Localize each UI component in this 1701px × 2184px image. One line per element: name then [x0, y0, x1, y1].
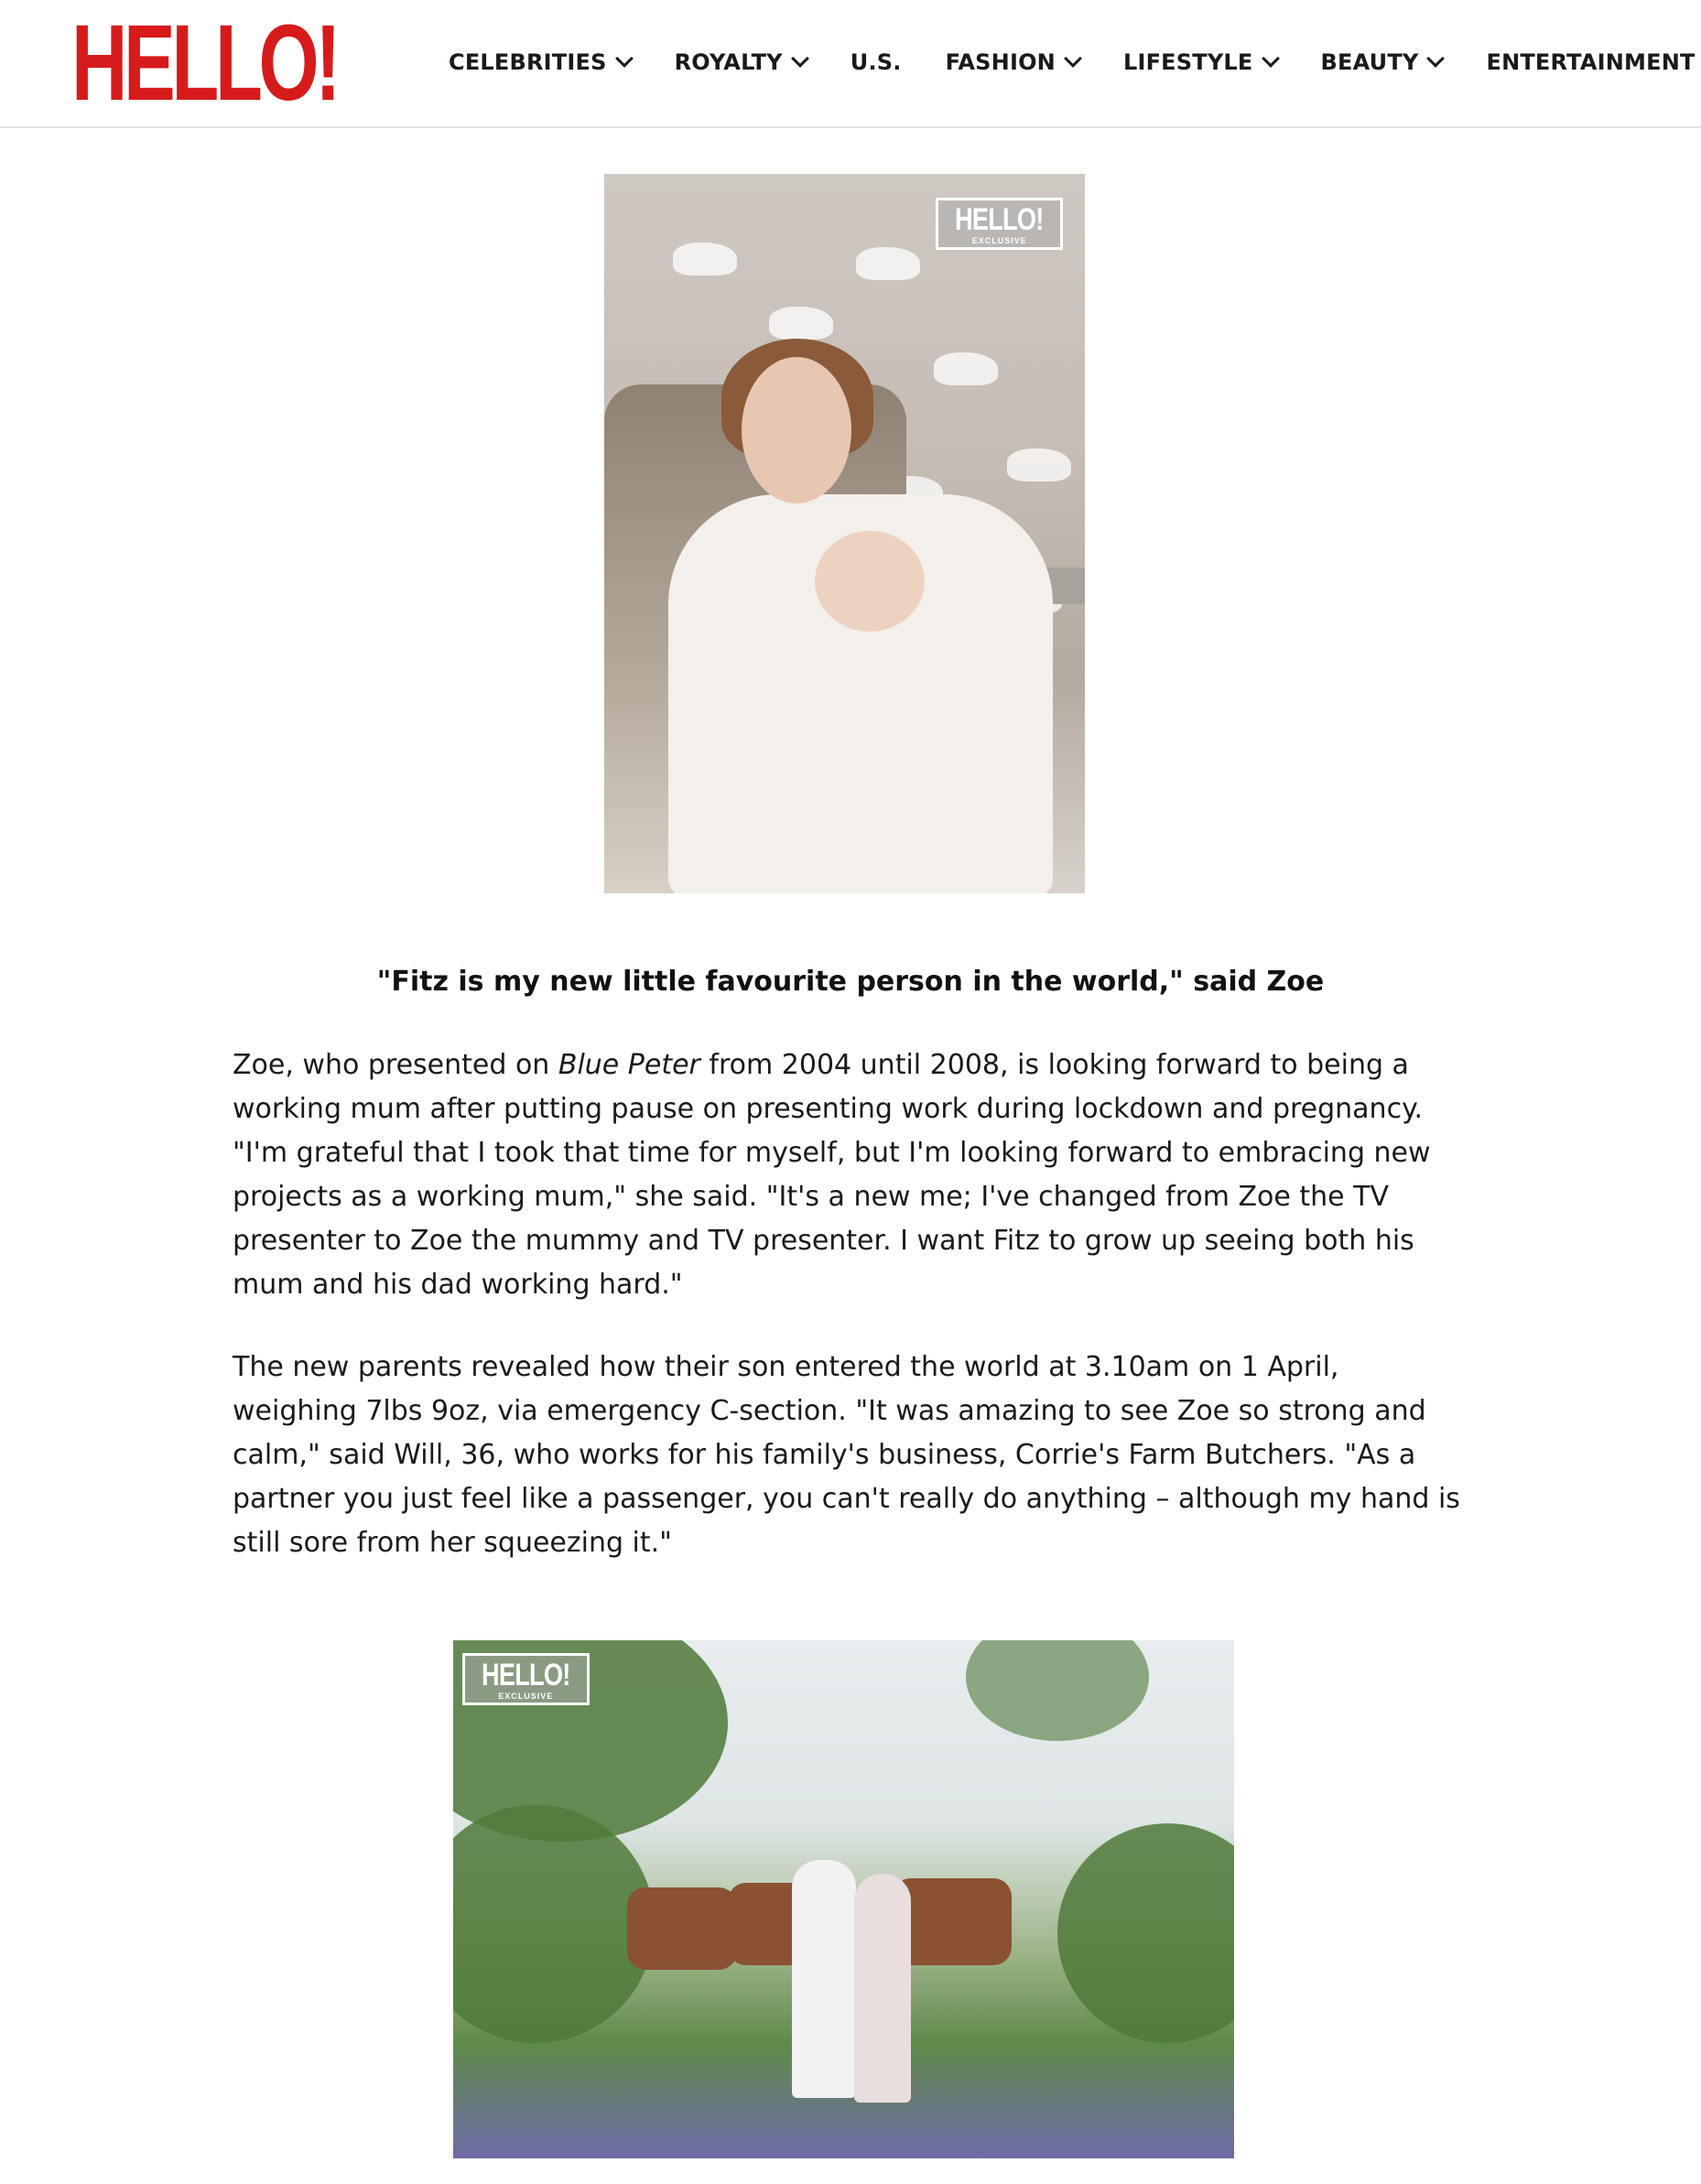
- nav-item-label: BEAUTY: [1320, 49, 1419, 75]
- chevron-down-icon: [791, 49, 809, 68]
- chevron-down-icon: [1064, 49, 1082, 68]
- nav-item-entertainment[interactable]: [1486, 49, 1701, 75]
- nav-item-us[interactable]: [850, 49, 902, 75]
- badge-title: HELLO!: [482, 1658, 570, 1692]
- bush-foliage: [1057, 1823, 1234, 2043]
- baby: [815, 531, 925, 632]
- badge-subtitle: EXCLUSIVE: [498, 1692, 554, 1701]
- hello-exclusive-badge: [462, 1653, 590, 1705]
- chevron-down-icon: [1427, 49, 1446, 68]
- nav-item-label: U.S.: [850, 49, 902, 75]
- tree-foliage: [966, 1640, 1149, 1741]
- hello-logo[interactable]: HELLO!: [71, 3, 338, 124]
- nav-item-label: CELEBRITIES: [449, 49, 607, 75]
- paragraph-text: from 2004 until 2008, is looking forward to being a working mum after putting pause on presenting work during lockdown and pregnancy. "I'm grateful that I took that time for myself, but I'm looking forward to embracing new projects as a working mum," she said. "It's a new me; I've changed from Zoe the TV presenter to Zoe the mummy and TV presenter. I want Fitz to grow up seeing both his mum and his dad working hard.": [233, 1049, 1431, 1301]
- bear-wallpaper-icon: [856, 247, 920, 280]
- hello-exclusive-badge: [936, 198, 1063, 250]
- nav-item-label: LIFESTYLE: [1122, 49, 1253, 75]
- badge-title: HELLO!: [955, 202, 1044, 237]
- woman-standing: [854, 1874, 911, 2103]
- bear-wallpaper-icon: [934, 352, 998, 385]
- cow: [627, 1887, 737, 1970]
- nav-item-lifestyle[interactable]: [1123, 49, 1277, 75]
- badge-subtitle: EXCLUSIVE: [971, 236, 1027, 245]
- article-photo-mother-baby: [604, 174, 1085, 893]
- main-nav: [449, 0, 1701, 124]
- photo-caption: "Fitz is my new little favourite person in the world," said Zoe: [376, 966, 1325, 998]
- nav-item-fashion[interactable]: [946, 49, 1079, 75]
- nav-item-royalty[interactable]: [675, 49, 807, 75]
- bush-foliage: [453, 1805, 655, 2043]
- bear-wallpaper-icon: [1007, 449, 1071, 481]
- nav-item-label: ENTERTAINMENT: [1486, 49, 1696, 75]
- nav-item-label: FASHION: [945, 49, 1056, 75]
- bear-wallpaper-icon: [769, 307, 833, 340]
- article-paragraph: [233, 1043, 1468, 1307]
- chevron-down-icon: [615, 49, 634, 68]
- article-photo-couple-farm: [453, 1640, 1234, 2158]
- bear-wallpaper-icon: [673, 243, 737, 276]
- article-paragraph: The new parents revealed how their son entered the world at 3.10am on 1 April, weighing 7lbs 9oz, via emergency C-section. "It was amazing to see Zoe so strong and calm," said Will, 36, who works for his family's business, Corrie's Farm Butchers. "As a partner you just feel like a passenger, you can't really do anything – although my hand is still sore from her squeezing it.": [233, 1351, 1460, 1559]
- show-title: Blue Peter: [558, 1049, 700, 1081]
- woman-face: [742, 357, 851, 503]
- paragraph-text: Zoe, who presented on: [233, 1049, 558, 1081]
- man-standing: [792, 1860, 856, 2098]
- chevron-down-icon: [1262, 49, 1280, 68]
- nav-item-beauty[interactable]: [1321, 49, 1443, 75]
- nav-item-celebrities[interactable]: [449, 49, 631, 75]
- nav-item-label: ROYALTY: [674, 49, 783, 75]
- site-header: [0, 0, 1701, 128]
